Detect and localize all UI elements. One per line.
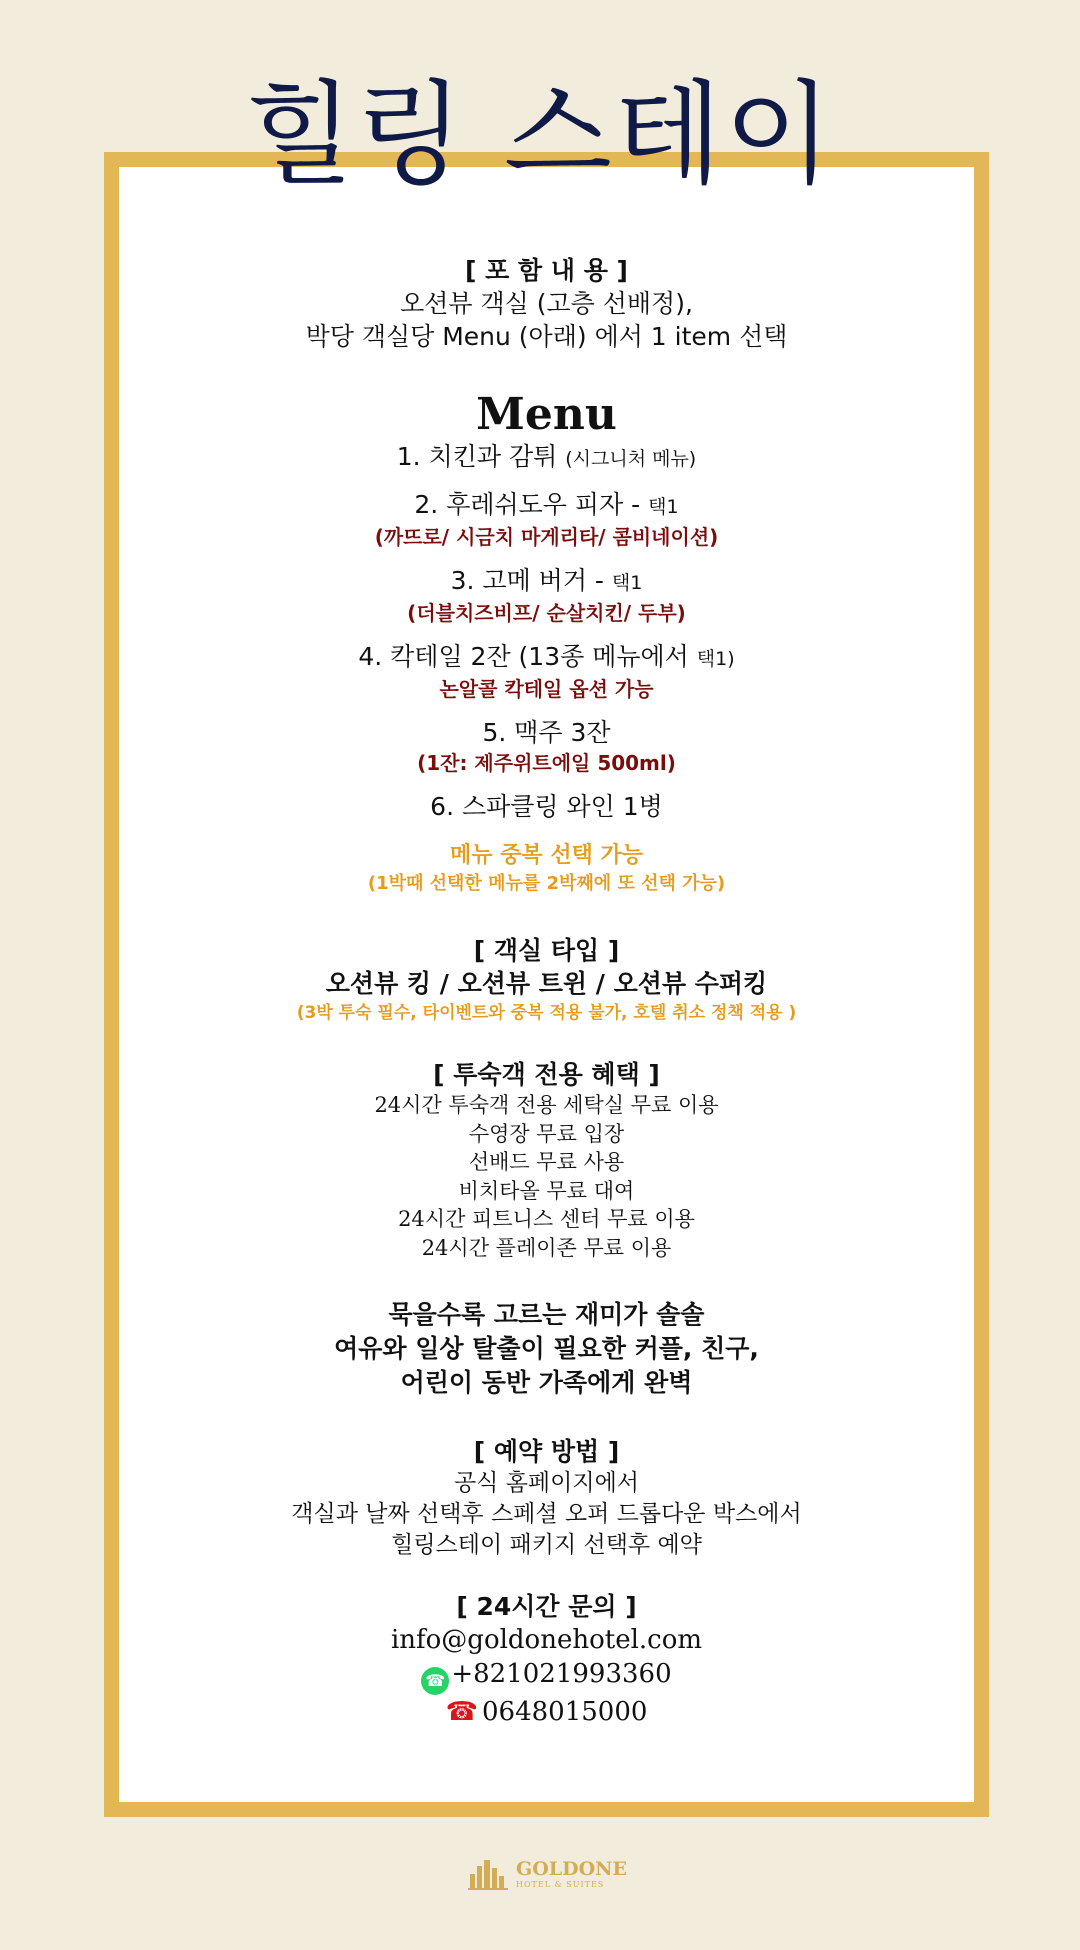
inclusions-line: 오션뷰 객실 (고층 선배정), xyxy=(400,289,693,318)
contact-whatsapp[interactable] xyxy=(104,1657,989,1695)
menu-item-label: 1. 치킨과 감튀 xyxy=(396,442,558,471)
menu-note: 메뉴 중복 선택 가능 xyxy=(450,843,643,868)
phone-number[interactable]: 0648015000 xyxy=(481,1697,648,1727)
menu-item-note: 택1 xyxy=(611,572,643,594)
contact-section xyxy=(104,1591,989,1729)
benefit-item: 24시간 플레이존 무료 이용 xyxy=(421,1235,672,1260)
reservation-line: 객실과 날짜 선택후 스페셜 오퍼 드롭다운 박스에서 xyxy=(291,1501,802,1527)
reservation-heading: [ 예약 방법 ] xyxy=(473,1437,620,1466)
inclusions-line: 박당 객실당 Menu (아래) 에서 1 item 선택 xyxy=(305,322,788,351)
room-type-list: 오션뷰 킹 / 오션뷰 트윈 / 오션뷰 수퍼킹 xyxy=(325,969,768,998)
contact-heading: [ 24시간 문의 ] xyxy=(456,1592,637,1621)
logo-name: GOLDONE xyxy=(516,1858,628,1880)
reservation-section xyxy=(104,1436,989,1561)
content xyxy=(104,255,989,1729)
benefit-item: 선배드 무료 사용 xyxy=(468,1150,625,1174)
goldone-logo xyxy=(468,1858,628,1892)
page-title: 힐링 스테이 xyxy=(245,70,835,200)
menu-item xyxy=(104,717,989,749)
benefits-section xyxy=(104,1059,989,1262)
menu-item-note: 택1) xyxy=(696,648,735,670)
menu-item-label: 2. 후레쉬도우 피자 - xyxy=(414,490,649,519)
contact-phone[interactable] xyxy=(104,1695,989,1729)
menu-item-label: 5. 맥주 3잔 xyxy=(482,718,611,747)
tagline-line: 묵을수록 고르는 재미가 솔솔 xyxy=(388,1300,705,1329)
menu-item xyxy=(104,641,989,675)
reservation-line: 힐링스테이 패키지 선택후 예약 xyxy=(391,1532,702,1558)
benefit-item: 비치타올 무료 대여 xyxy=(458,1178,635,1203)
menu-item-label: 6. 스파클링 와인 1병 xyxy=(430,792,663,821)
menu-item xyxy=(104,565,989,599)
benefits-heading: [ 투숙객 전용 혜택 ] xyxy=(433,1060,660,1089)
menu-item-options: 논알콜 칵테일 옵션 가능 xyxy=(439,677,654,701)
room-type-note: (3박 투숙 필수, 타이벤트와 중복 적용 불가, 호텔 취소 정책 적용 ) xyxy=(296,1003,797,1023)
menu-item xyxy=(104,489,989,523)
menu-item-options: (더블치즈비프/ 순살치킨/ 두부) xyxy=(407,601,686,625)
benefit-item: 24시간 피트니스 센터 무료 이용 xyxy=(398,1207,695,1231)
tagline-section xyxy=(104,1298,989,1400)
whatsapp-icon: ☎ xyxy=(421,1667,449,1695)
menu-item-options: (까뜨로/ 시금치 마게리타/ 콤비네이션) xyxy=(374,525,719,549)
room-type-heading: [ 객실 타입 ] xyxy=(473,936,620,965)
menu-item-label: 3. 고메 버거 - xyxy=(450,566,612,595)
logo-subtitle: HOTEL & SUITES xyxy=(516,1880,605,1889)
whatsapp-number[interactable]: +821021993360 xyxy=(451,1659,672,1689)
benefit-item: 24시간 투숙객 전용 세탁실 무료 이용 xyxy=(374,1093,719,1117)
room-type-section xyxy=(104,935,989,1025)
building-logo-icon xyxy=(468,1858,510,1890)
email-text[interactable]: info@goldonehotel.com xyxy=(390,1625,703,1655)
menu-item-options: (1잔: 제주위트에일 500ml) xyxy=(417,751,676,775)
benefit-item: 수영장 무료 입장 xyxy=(468,1121,625,1146)
telephone-icon: ☎ xyxy=(445,1697,478,1727)
menu-item-label: 4. 칵테일 2잔 (13종 메뉴에서 xyxy=(358,642,697,671)
reservation-line: 공식 홈페이지에서 xyxy=(453,1470,640,1496)
menu-item-note: 택1 xyxy=(648,496,679,518)
menu-item xyxy=(104,441,989,475)
tagline-line: 어린이 동반 가족에게 완벽 xyxy=(400,1368,693,1397)
contact-email[interactable] xyxy=(104,1623,989,1657)
menu-heading: Menu xyxy=(476,389,617,440)
menu-item-note: (시그니처 메뉴) xyxy=(565,448,697,470)
inclusions-section xyxy=(104,255,989,353)
tagline-line: 여유와 일상 탈출이 필요한 커플, 친구, xyxy=(334,1334,759,1363)
menu-note: (1박때 선택한 메뉴를 2박째에 또 선택 가능) xyxy=(367,873,726,894)
inclusions-heading: [ 포 함 내 용 ] xyxy=(465,256,628,285)
menu-section xyxy=(104,389,989,897)
menu-item xyxy=(104,791,989,823)
